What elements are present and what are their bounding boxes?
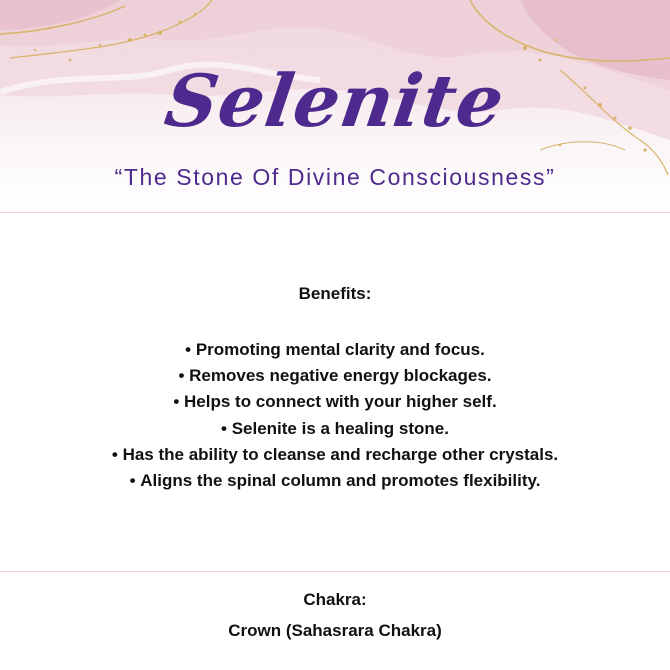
list-item: • Helps to connect with your higher self. bbox=[0, 389, 670, 415]
list-item: • Has the ability to cleanse and recharge other crystals. bbox=[0, 442, 670, 468]
chakra-value: Crown (Sahasrara Chakra) bbox=[228, 621, 442, 640]
benefits-list bbox=[0, 337, 670, 494]
benefits-heading: Benefits: bbox=[298, 284, 372, 303]
bottom-divider bbox=[0, 571, 670, 572]
list-item: • Selenite is a healing stone. bbox=[0, 416, 670, 442]
page-subtitle: “The Stone Of Divine Consciousness” bbox=[114, 164, 556, 190]
page-title: Selenite bbox=[160, 58, 510, 143]
chakra-heading: Chakra: bbox=[303, 590, 367, 609]
list-item: • Aligns the spinal column and promotes flexibility. bbox=[0, 468, 670, 494]
header-banner bbox=[0, 0, 670, 212]
list-item: • Promoting mental clarity and focus. bbox=[0, 337, 670, 363]
top-divider bbox=[0, 212, 670, 213]
list-item: • Removes negative energy blockages. bbox=[0, 363, 670, 389]
